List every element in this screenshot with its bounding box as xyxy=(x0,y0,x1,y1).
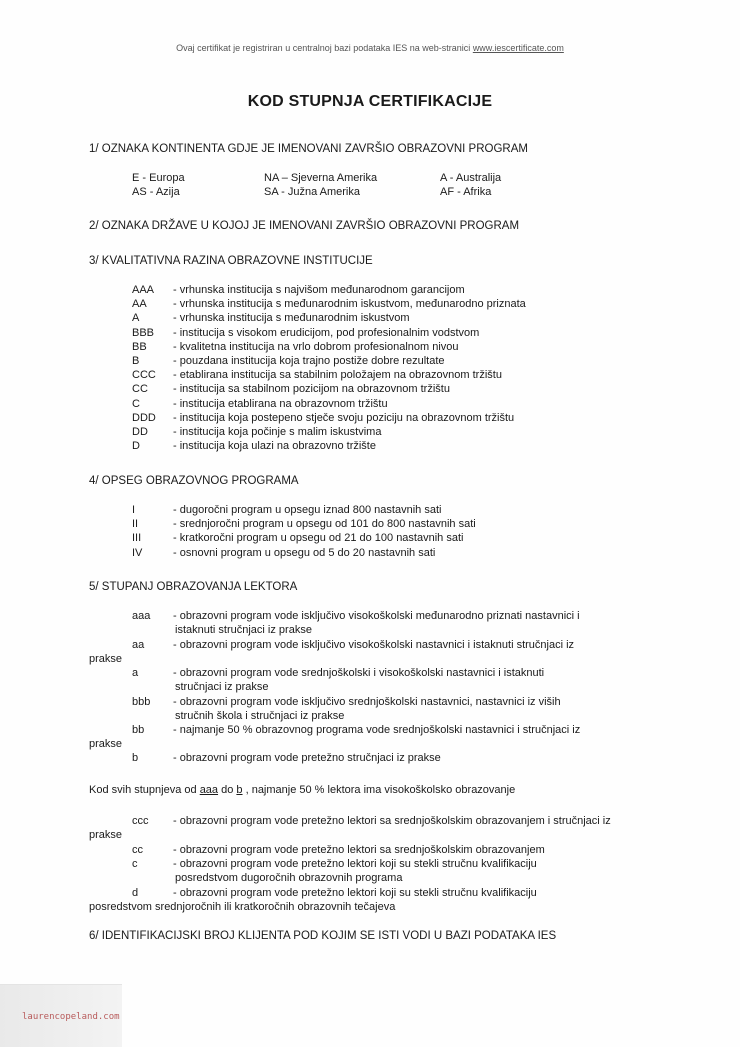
lecturer-desc-cont: prakse xyxy=(89,738,123,750)
quality-level-desc: - institucija etablirana na obrazovnom tržištu xyxy=(173,397,388,410)
lecturer-desc-cont: istaknuti stručnjaci iz prakse xyxy=(175,624,312,636)
program-scope-code: III xyxy=(132,532,142,545)
lecturer-note xyxy=(89,784,515,796)
lecturer-desc-cont: prakse xyxy=(89,653,123,665)
lecturer-desc: - obrazovni program vode pretežno lektori koji su stekli stručnu kvalifikaciju xyxy=(173,858,537,870)
quality-level-desc: - institucija sa stabilnom pozicijom na obrazovnom tržištu xyxy=(173,383,450,396)
quality-level-desc: - institucija koja počinje s malim iskustvima xyxy=(173,426,382,438)
quality-level-desc: - etablirana institucija sa stabilnim položajem na obrazovnom tržištu xyxy=(173,369,502,382)
lecturer-desc: - obrazovni program vode pretežno lektori sa srednjoškolskim obrazovanjem i stručnjaci iz xyxy=(173,815,611,827)
continent-cell: SA - Južna Amerika xyxy=(264,186,360,198)
quality-level-code: B xyxy=(132,355,140,367)
lecturer-desc: - obrazovni program vode isključivo visokoškolski međunarodno priznati nastavnici i xyxy=(173,610,580,622)
quality-level-code: DD xyxy=(132,426,148,438)
lecturer-code: b xyxy=(132,752,139,764)
quality-level-desc: - pouzdana institucija koja trajno postiže dobre rezultate xyxy=(173,355,445,367)
quality-level-code: CC xyxy=(132,383,148,396)
lecturer-code: bbb xyxy=(132,696,151,708)
note-code-b: b xyxy=(236,784,243,796)
quality-level-desc: - institucija s visokom erudicijom, pod profesionalnim vodstvom xyxy=(173,326,480,339)
note-code-aaa: aaa xyxy=(199,784,219,796)
lecturer-desc: - obrazovni program vode isključivo srednjoškolski nastavnici, nastavnici iz viših xyxy=(173,696,561,708)
quality-level-desc: - vrhunska institucija s međunarodnim iskustvom, međunarodno priznata xyxy=(173,298,526,311)
section-5-heading: 5/ STUPANJ OBRAZOVANJA LEKTORA xyxy=(89,581,298,593)
lecturer-desc-cont: posredstvom srednjoročnih ili kratkoročnih obrazovnih tečajeva xyxy=(89,901,396,913)
note-text: do xyxy=(218,784,237,796)
quality-level-code: A xyxy=(132,312,140,325)
lecturer-code: a xyxy=(132,667,139,679)
section-4-heading: 4/ OPSEG OBRAZOVNOG PROGRAMA xyxy=(89,475,299,487)
program-scope-code: IV xyxy=(132,546,143,559)
note-text: , najmanje 50 % lektora ima visokoškolsko obrazovanje xyxy=(242,784,516,796)
program-scope-code: I xyxy=(132,504,136,516)
lecturer-desc: - obrazovni program vode pretežno lektori sa srednjoškolskim obrazovanjem xyxy=(173,844,545,856)
lecturer-desc-cont: prakse xyxy=(89,829,123,841)
program-scope-code: II xyxy=(132,518,139,531)
lecturer-desc: - obrazovni program vode pretežno lektori koji su stekli stručnu kvalifikaciju xyxy=(173,887,537,899)
lecturer-code: ccc xyxy=(132,815,149,827)
continent-cell: NA – Sjeverna Amerika xyxy=(264,172,378,184)
lecturer-desc: - obrazovni program vode srednjoškolski i visokoškolski nastavnici i istaknuti xyxy=(173,667,545,679)
quality-level-code: D xyxy=(132,440,140,453)
section-6-heading: 6/ IDENTIFIKACIJSKI BROJ KLIJENTA POD KOJIM SE ISTI VODI U BAZI PODATAKA IES xyxy=(89,930,557,942)
continent-cell: AF - Afrika xyxy=(440,186,492,198)
lecturer-desc-cont: posredstvom dugoročnih obrazovnih programa xyxy=(175,872,403,884)
section-1-heading: 1/ OZNAKA KONTINENTA GDJE JE IMENOVANI ZAVRŠIO OBRAZOVNI PROGRAM xyxy=(89,143,528,155)
lecturer-desc: - najmanje 50 % obrazovnog programa vode srednjoškolski nastavnici i stručnjaci iz xyxy=(173,724,581,736)
website-link[interactable]: www.iescertificate.com xyxy=(472,43,564,53)
lecturer-desc-cont: stručnih škola i stručnjaci iz prakse xyxy=(175,710,345,722)
registration-note xyxy=(0,43,740,53)
program-scope-desc: - srednjoročni program u opsegu od 101 do 800 nastavnih sati xyxy=(173,518,476,531)
quality-level-desc: - institucija koja ulazi na obrazovno tržište xyxy=(173,440,376,453)
registration-note-text: Ovaj certifikat je registriran u centralnoj bazi podataka IES na web-stranici xyxy=(176,43,471,53)
lecturer-desc: - obrazovni program vode isključivo visokoškolski nastavnici i istaknuti stručnjaci iz xyxy=(173,639,575,651)
page-title: KOD STUPNJA CERTIFIKACIJE xyxy=(247,93,493,110)
lecturer-code: aa xyxy=(132,639,145,651)
quality-level-code: DDD xyxy=(132,411,156,424)
quality-level-code: AAA xyxy=(132,284,155,296)
lecturer-code: d xyxy=(132,887,139,899)
quality-level-code: AA xyxy=(132,298,147,311)
quality-level-desc: - institucija koja postepeno stječe svoju poziciju na obrazovnom tržištu xyxy=(173,411,515,424)
lecturer-desc-cont: stručnjaci iz prakse xyxy=(175,681,269,693)
program-scope-desc: - dugoročni program u opsegu iznad 800 nastavnih sati xyxy=(173,504,442,516)
lecturer-code: bb xyxy=(132,724,145,736)
lecturer-desc: - obrazovni program vode pretežno stručnjaci iz prakse xyxy=(173,752,441,764)
program-scope-desc: - kratkoročni program u opsegu od 21 do 100 nastavnih sati xyxy=(173,532,464,545)
continent-cell: AS - Azija xyxy=(132,186,180,198)
quality-level-code: CCC xyxy=(132,369,156,382)
lecturer-code: c xyxy=(132,858,138,870)
watermark-text: laurencopeland.com xyxy=(22,1012,120,1022)
section-2-heading: 2/ OZNAKA DRŽAVE U KOJOJ JE IMENOVANI ZAVRŠIO OBRAZOVNI PROGRAM xyxy=(89,220,520,232)
continent-cell: E - Europa xyxy=(132,172,185,184)
lecturer-code: aaa xyxy=(132,610,151,622)
quality-level-code: BBB xyxy=(132,326,155,339)
quality-level-code: C xyxy=(132,397,140,410)
lecturer-code: cc xyxy=(132,844,143,856)
quality-level-desc: - kvalitetna institucija na vrlo dobrom profesionalnom nivou xyxy=(173,340,459,353)
quality-level-desc: - vrhunska institucija s međunarodnim iskustvom xyxy=(173,312,410,325)
quality-level-desc: - vrhunska institucija s najvišom međunarodnom garancijom xyxy=(173,284,465,296)
program-scope-desc: - osnovni program u opsegu od 5 do 20 nastavnih sati xyxy=(173,546,436,559)
continent-cell: A - Australija xyxy=(440,172,502,184)
note-text: Kod svih stupnjeva od xyxy=(89,784,200,796)
section-3-heading: 3/ KVALITATIVNA RAZINA OBRAZOVNE INSTITUCIJE xyxy=(89,255,373,267)
quality-level-code: BB xyxy=(132,340,147,353)
